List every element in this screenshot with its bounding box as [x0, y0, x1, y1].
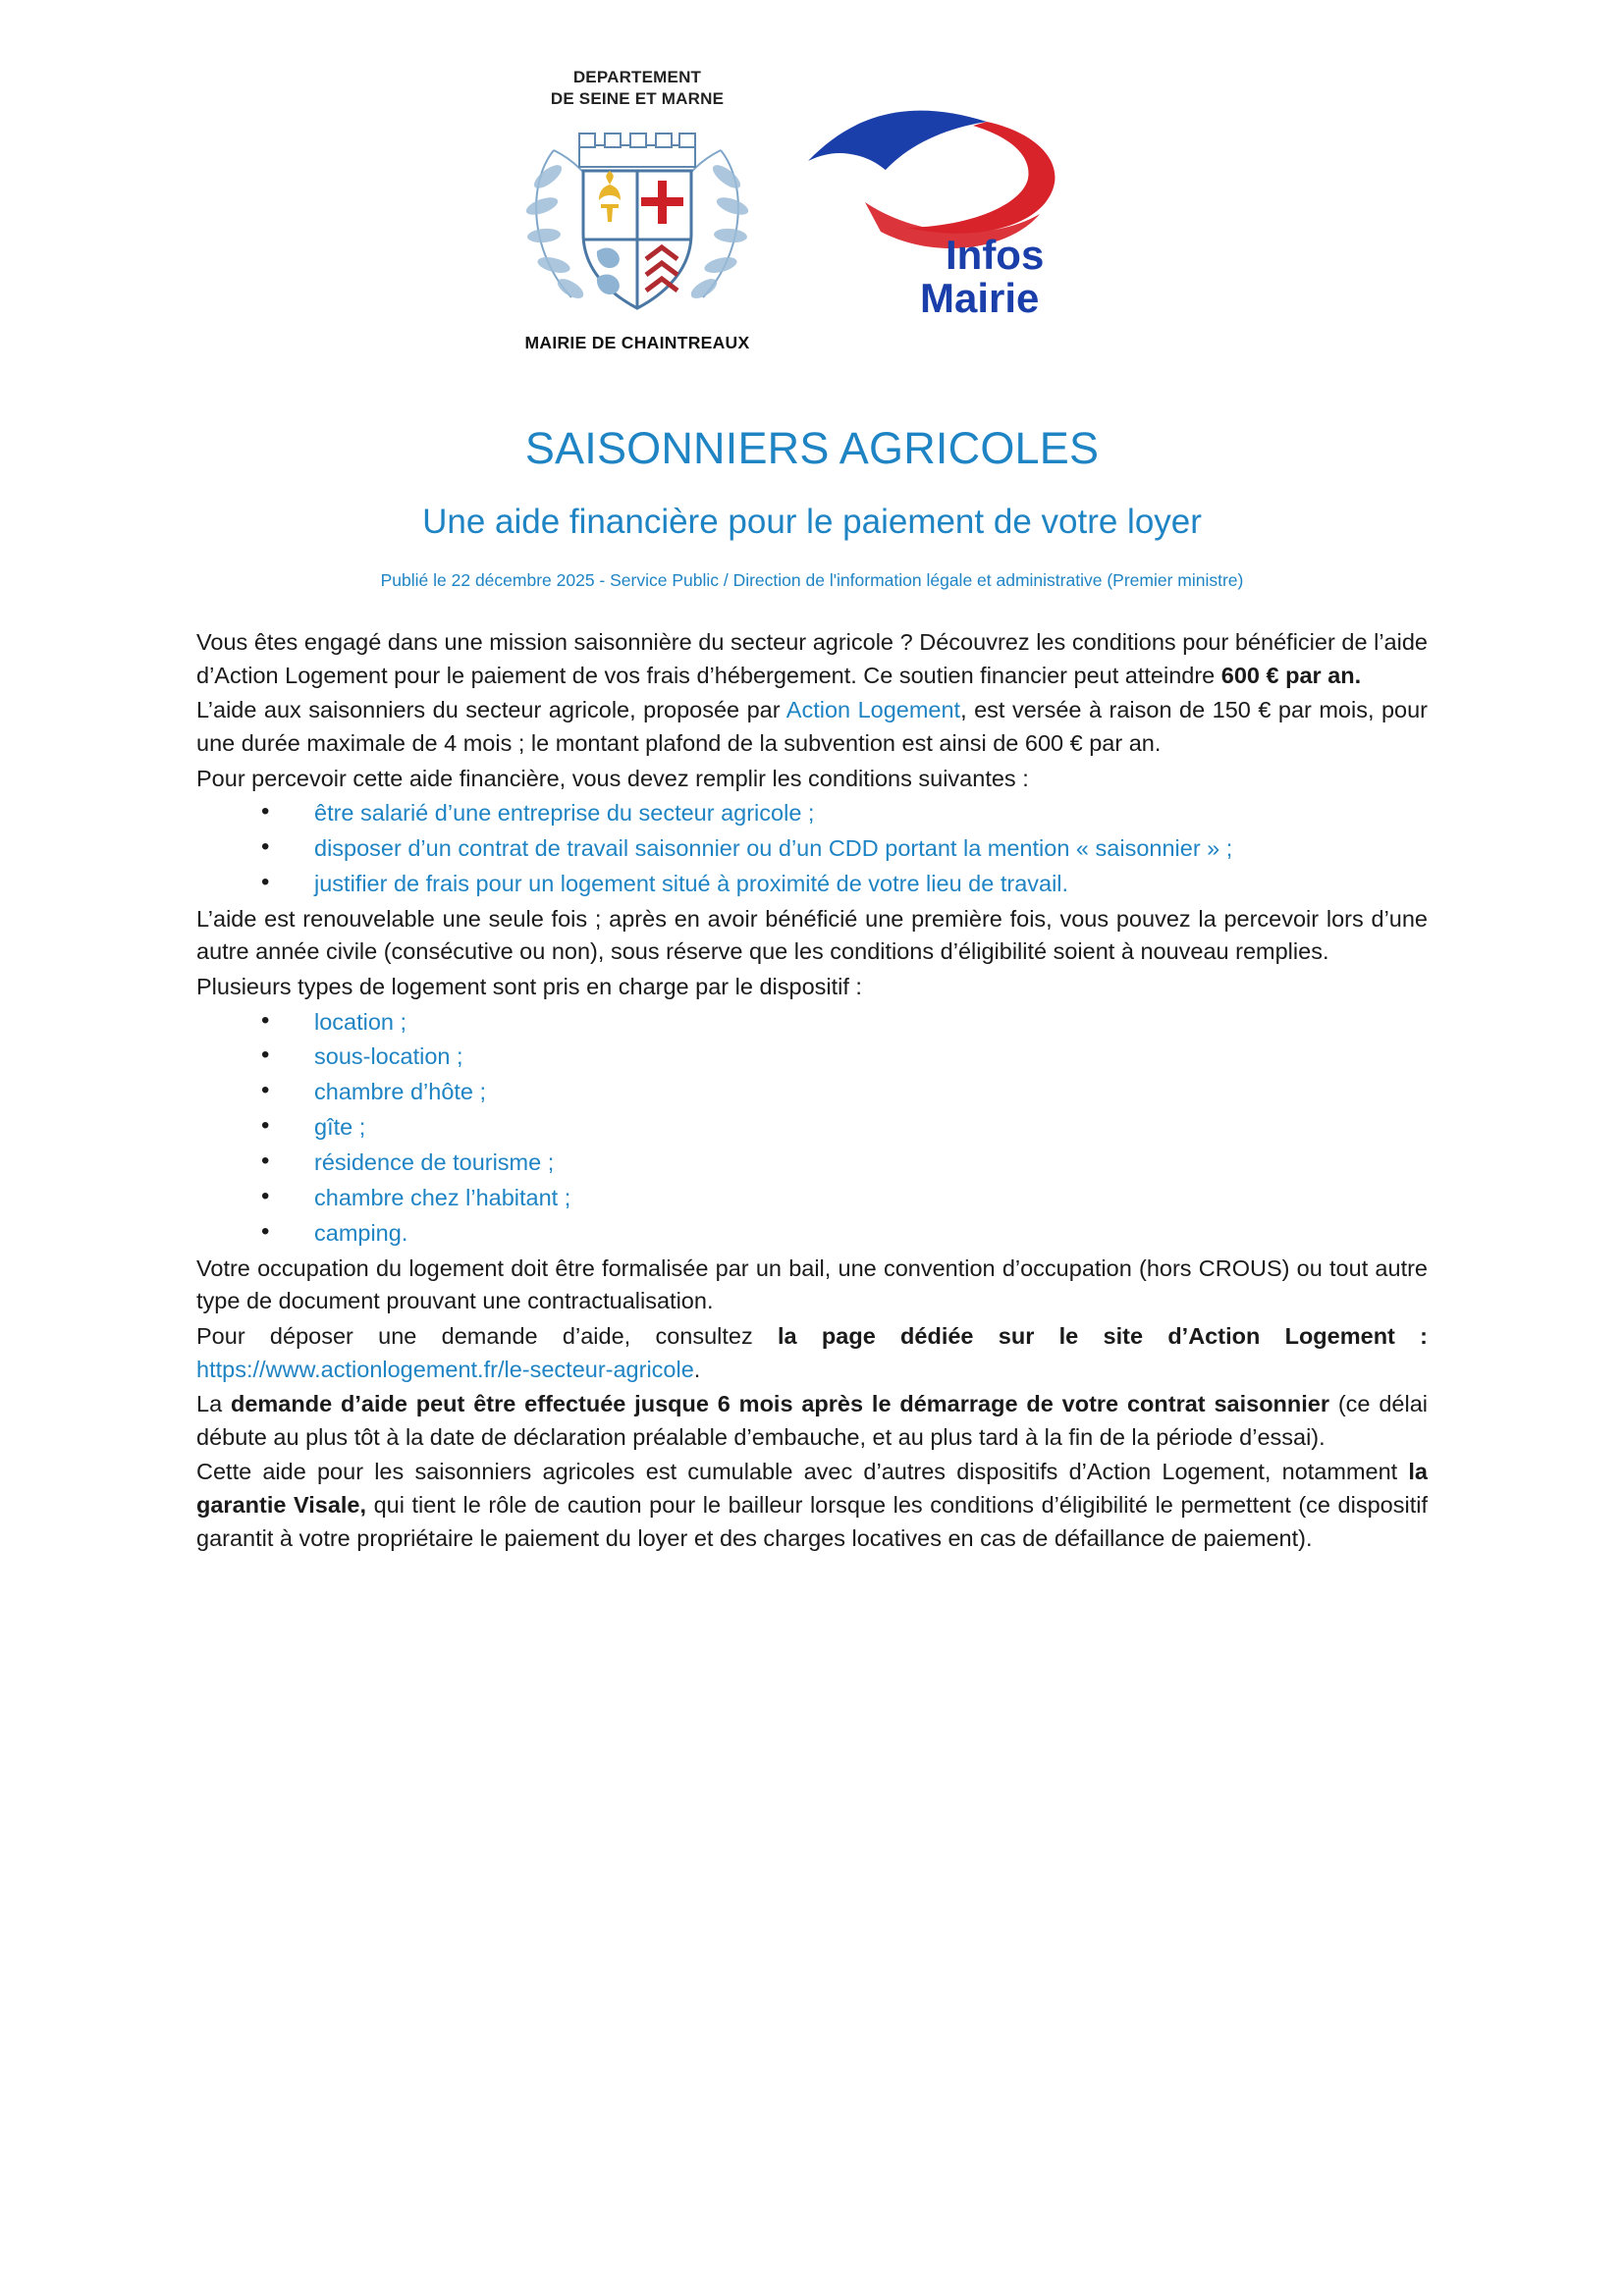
logements-list [196, 1006, 1428, 1250]
list-item: • être salarié d’une entreprise du secteur agricole ; [261, 797, 1428, 829]
list-item: • gîte ; [261, 1111, 1428, 1144]
mairie-label: MAIRIE DE CHAINTREAUX [524, 333, 750, 353]
aide-text-before: L’aide aux saisonniers du secteur agricole, proposée par [196, 697, 786, 723]
mairie-logo-block [500, 67, 775, 353]
list-item: • disposer d’un contrat de travail saisonnier ou d’un CDD portant la mention « saisonnier » ; [261, 832, 1428, 865]
intro-paragraph [196, 626, 1428, 692]
garantie-visale-mention: la garantie Visale, [196, 1459, 1428, 1518]
list-item: • justifier de frais pour un logement situé à proximité de votre lieu de travail. [261, 868, 1428, 900]
list-item: • location ; [261, 1006, 1428, 1039]
department-label [551, 67, 724, 110]
demande-page-mention: la page dédiée sur le site d’Action Logement : [778, 1322, 1428, 1349]
delai-text-before: La [196, 1391, 231, 1417]
list-item: • chambre d’hôte ; [261, 1076, 1428, 1108]
page-title: SAISONNIERS AGRICOLES [524, 423, 1100, 474]
list-item: • résidence de tourisme ; [261, 1147, 1428, 1179]
svg-text:Mairie: Mairie [920, 275, 1040, 321]
aide-description-paragraph [196, 694, 1428, 760]
document-header [196, 67, 1428, 353]
conditions-list [196, 797, 1428, 900]
demande-text-before: Pour déposer une demande d’aide, consultez [196, 1322, 779, 1349]
aide-text-after: , est versée à raison de 150 € par mois, pour une durée maximale de 4 mois ; le montant plafond de la subvention est ainsi de 600 € par an. [196, 697, 1428, 756]
demande-text-after: . [693, 1356, 701, 1382]
infos-mairie-logo [800, 84, 1124, 330]
intro-text: Vous êtes engagé dans une mission saisonnière du secteur agricole ? Découvrez les conditions pour bénéficier de l’aide d’Action Logement pour le paiement de vos frais d’hébergement. Ce soutien financier peut atteindre [196, 629, 1428, 688]
conditions-intro: Pour percevoir cette aide financière, vous devez remplir les conditions suivantes : [196, 765, 1029, 791]
logements-intro: Plusieurs types de logement sont pris en charge par le dispositif : [196, 973, 862, 999]
department-line-2: DE SEINE ET MARNE [550, 89, 725, 109]
cumul-text-after: qui tient le rôle de caution pour le bailleur lorsque les conditions d’éligibilité le permettent (ce dispositif garantit à votre propriétaire le paiement du loyer et des charges locatives en cas de défaillance de paiement). [196, 1491, 1428, 1551]
cumul-text-before: Cette aide pour les saisonniers agricoles est cumulable avec d’autres dispositifs d’Action Logement, notamment [196, 1459, 1409, 1485]
delai-text-after: (ce délai débute au plus tôt à la date de déclaration préalable d’embauche, et au plus tard à la fin de la période d’essai). [196, 1391, 1428, 1450]
svg-text:Infos: Infos [946, 232, 1045, 278]
page-subtitle: Une aide financière pour le paiement de votre loyer [422, 502, 1202, 541]
list-item: • camping. [261, 1217, 1428, 1250]
demande-paragraph [196, 1320, 1428, 1386]
occupation-paragraph: Votre occupation du logement doit être formalisée par un bail, une convention d’occupation (hors CROUS) ou tout autre type de document prouvant une contractualisation. [196, 1255, 1428, 1314]
list-item: • sous-location ; [261, 1041, 1428, 1073]
intro-amount: 600 € par an. [1220, 662, 1362, 688]
cumul-paragraph [196, 1456, 1428, 1555]
action-logement-mention: Action Logement [785, 697, 961, 723]
delai-highlight: demande d’aide peut être effectuée jusque 6 mois après le démarrage de votre contrat saisonnier [230, 1391, 1329, 1417]
renouvellement-paragraph: L’aide est renouvelable une seule fois ; après en avoir bénéficié une première fois, vous pouvez la percevoir lors d’une autre année civile (consécutive ou non), sous réserve que les conditions d’éligibilité soient à nouveau remplies. [196, 905, 1428, 965]
list-item: • chambre chez l’habitant ; [261, 1182, 1428, 1214]
document-body [196, 626, 1428, 1555]
action-logement-link[interactable]: https://www.actionlogement.fr/le-secteur-agricole [196, 1356, 694, 1382]
publication-byline: Publié le 22 décembre 2025 - Service Public / Direction de l'information légale et administrative (Premier ministre) [380, 570, 1244, 591]
coat-of-arms-icon [514, 116, 760, 327]
delai-paragraph [196, 1388, 1428, 1454]
department-line-1: DEPARTEMENT [572, 68, 702, 86]
